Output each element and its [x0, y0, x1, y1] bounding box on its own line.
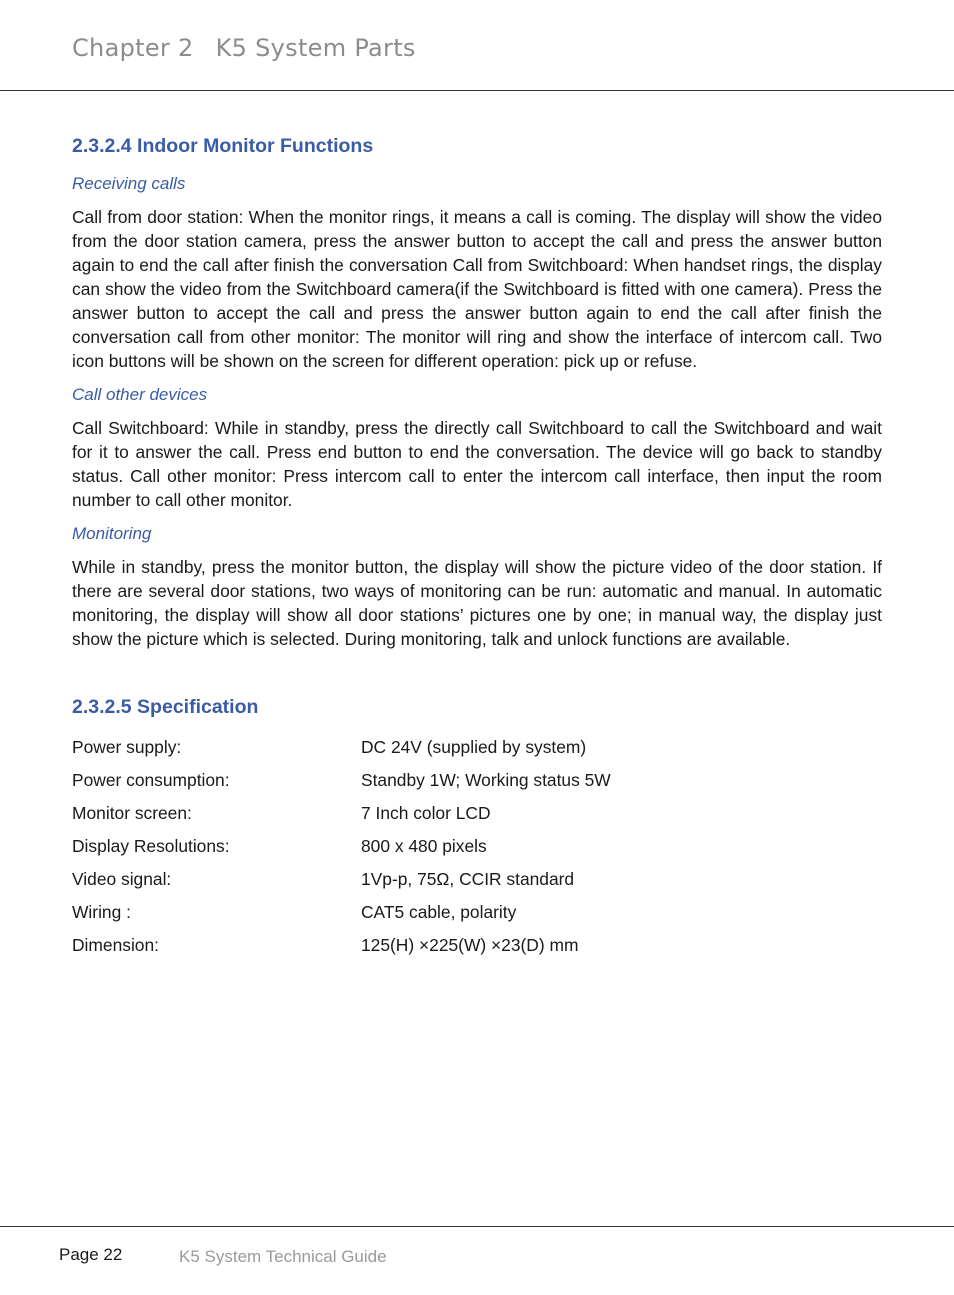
guide-title: K5 System Technical Guide	[179, 1247, 387, 1266]
spec-value: 1Vp-p, 75Ω, CCIR standard	[361, 869, 575, 889]
subsection-title-call-other-devices: Call other devices	[72, 385, 208, 404]
spec-row-power-consumption	[72, 768, 882, 801]
spec-row-power-supply	[72, 735, 882, 768]
section-heading-functions: 2.3.2.4 Indoor Monitor Functions	[72, 135, 374, 157]
subsection-title-receiving-calls: Receiving calls	[72, 174, 186, 193]
spec-row-display-resolutions	[72, 834, 882, 867]
spec-row-monitor-screen	[72, 801, 882, 834]
chapter-heading	[72, 34, 416, 62]
paragraph-monitoring: While in standby, press the monitor button, the display will show the picture video of the door station. If there are several door stations, two ways of monitoring can be run: automatic and manual. In automatic monitoring, the display will show all door stations’ pictures one by one; in manual way, the display just show the picture which is selected. During monitoring, talk and unlock functions are available.	[72, 557, 882, 649]
spec-row-video-signal	[72, 867, 882, 900]
spec-label: Power consumption:	[72, 770, 230, 790]
spec-value: 125(H) ×225(W) ×23(D) mm	[361, 935, 579, 955]
paragraph-call-other-devices: Call Switchboard: While in standby, press the directly call Switchboard to call the Switchboard and wait for it to answer the call. Press end button to end the conversation. The device will go back to standby status. Call other monitor: Press intercom call to enter the intercom call interface, then input the room number to call other monitor.	[72, 418, 882, 510]
section-heading-specification: 2.3.2.5 Specification	[72, 696, 259, 718]
spec-label: Power supply:	[72, 737, 182, 757]
footer-divider	[0, 1226, 954, 1227]
spec-row-dimension	[72, 933, 882, 966]
page-header	[0, 0, 954, 91]
spec-label: Dimension:	[72, 935, 159, 955]
spec-value: Standby 1W; Working status 5W	[361, 770, 611, 790]
page-number: Page 22	[59, 1245, 123, 1264]
paragraph-receiving-calls: Call from door station: When the monitor rings, it means a call is coming. The display will show the video from the door station camera, press the answer button to accept the call and press the answer button again to end the call after finish the conversation Call from Switchboard: When handset rings, the display can show the video from the Switchboard camera(if the Switchboard is fitted with one camera). Press the answer button to accept the call and press the answer button again to end the call after finish the conversation call from other monitor: The monitor will ring and show the interface of intercom call. Two icon buttons will be shown on the screen for different operation: pick up or refuse.	[72, 207, 882, 371]
spec-value: 800 x 480 pixels	[361, 836, 487, 856]
chapter-title: K5 System Parts	[215, 34, 416, 62]
spec-label: Video signal:	[72, 869, 172, 889]
chapter-label: Chapter 2	[72, 34, 194, 62]
spec-label: Monitor screen:	[72, 803, 192, 823]
spec-label: Wiring :	[72, 902, 131, 922]
spec-label: Display Resolutions:	[72, 836, 230, 856]
spec-table	[72, 735, 882, 966]
spec-value: 7 Inch color LCD	[361, 803, 491, 823]
subsection-title-monitoring: Monitoring	[72, 524, 152, 543]
spec-value: CAT5 cable, polarity	[361, 902, 517, 922]
spec-row-wiring	[72, 900, 882, 933]
page-content	[72, 132, 882, 966]
spec-value: DC 24V (supplied by system)	[361, 737, 587, 757]
